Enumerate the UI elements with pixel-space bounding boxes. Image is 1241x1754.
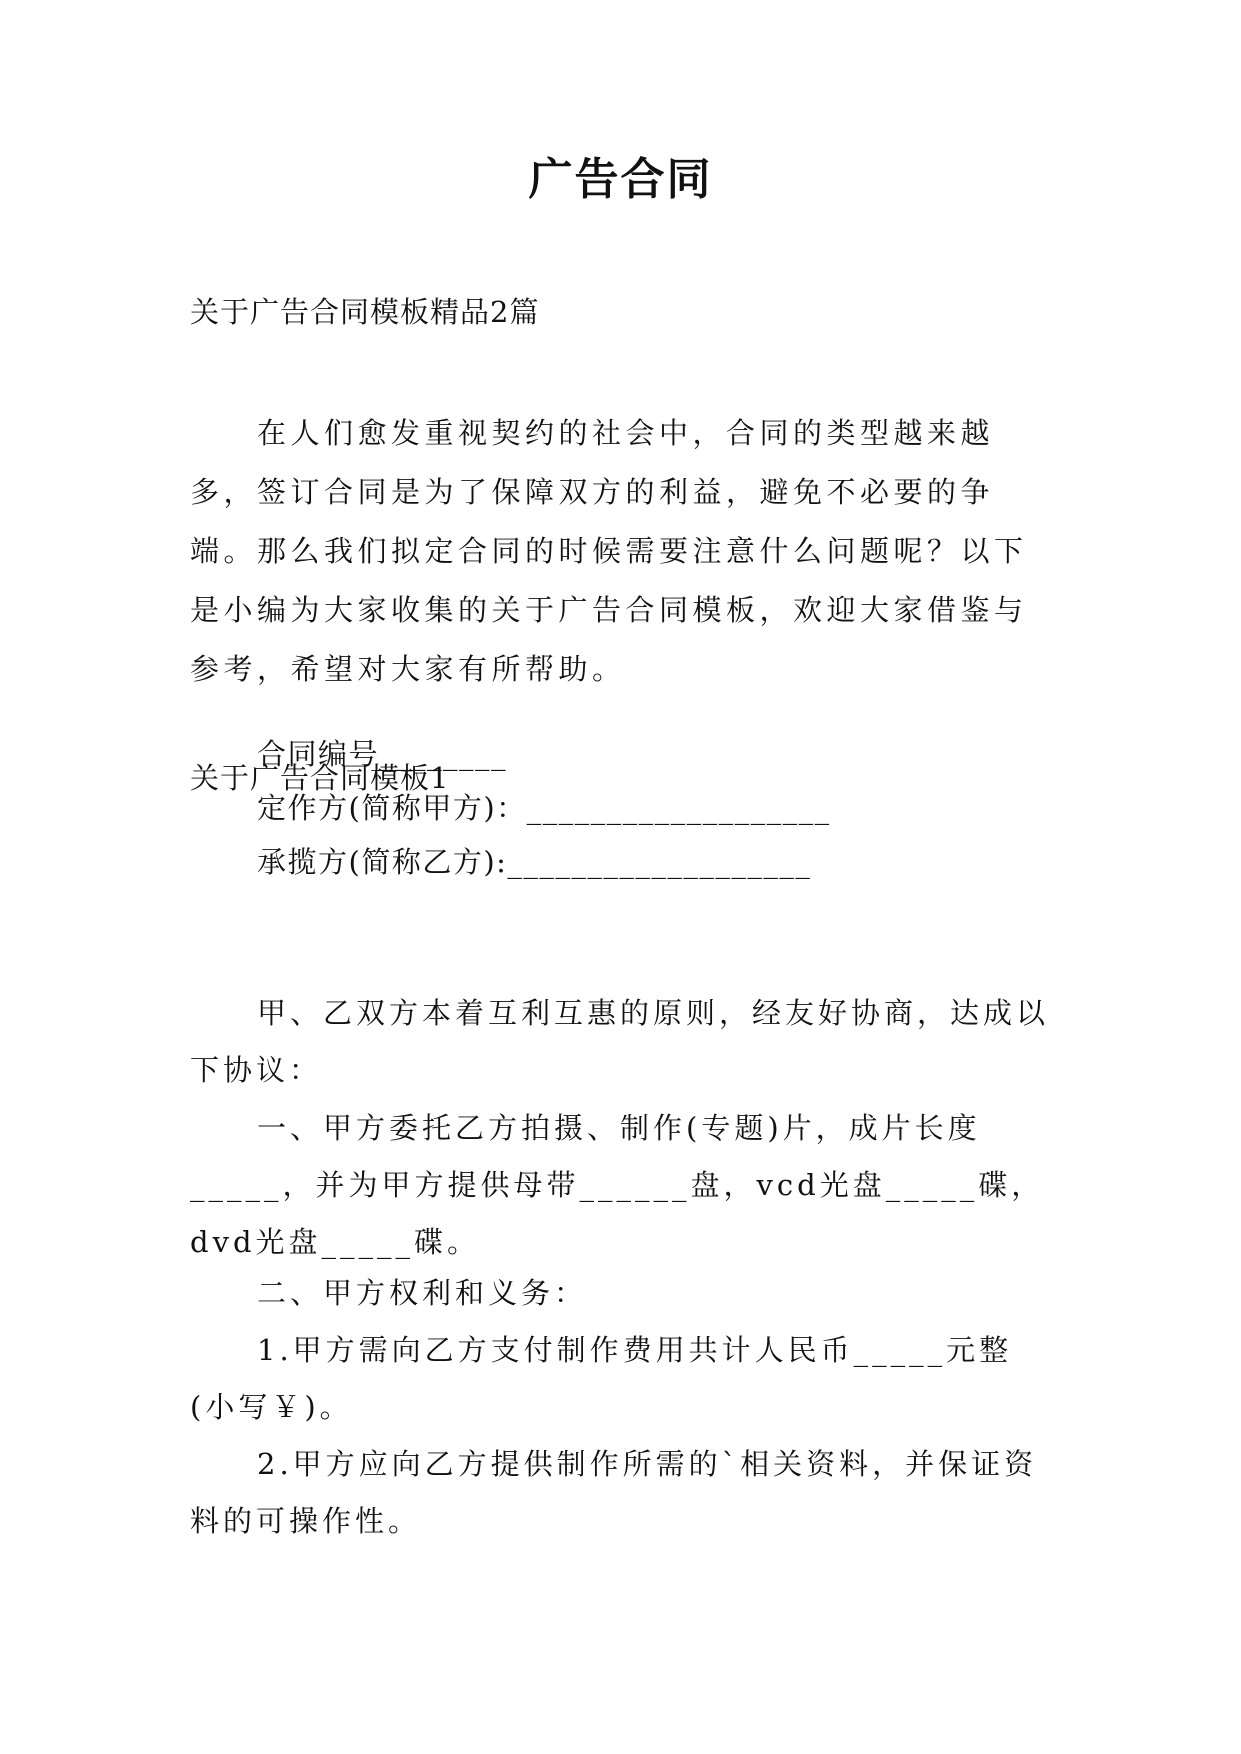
contract-number-field: 合同编号________: [257, 737, 508, 771]
clause-2-heading: 二、甲方权利和义务：: [257, 1276, 588, 1310]
preamble-paragraph: 甲、乙双方本着互利互惠的原则，经友好协商，达成以下协议：: [190, 996, 1050, 1087]
clause-2-2-paragraph: 2.甲方应向乙方提供制作所需的`相关资料，并保证资料的可操作性。: [190, 1447, 1038, 1538]
clause-2-1-paragraph: 1.甲方需向乙方支付制作费用共计人民币_____元整(小写￥)。: [190, 1333, 1013, 1424]
party-a-field: 定作方(简称甲方)：___________________: [257, 791, 831, 825]
intro-paragraph: 在人们愈发重视契约的社会中，合同的类型越来越多，签订合同是为了保障双方的利益，避免不必要的争端。那么我们拟定合同的时候需要注意什么问题呢？以下是小编为大家收集的关于广告合同模板，欢迎大家借鉴与参考，希望对大家有所帮助。: [190, 416, 1028, 686]
section-heading: 关于广告合同模板1: [190, 761, 450, 795]
document-title: 广告合同: [528, 154, 713, 205]
clause-1-paragraph: 一、甲方委托乙方拍摄、制作(专题)片，成片长度_____，并为甲方提供母带______盘，vcd光盘_____碟，dvd光盘_____碟。: [190, 1111, 1045, 1259]
party-b-field: 承揽方(简称乙方):___________________: [257, 845, 812, 879]
document-subtitle: 关于广告合同模板精品2篇: [190, 295, 540, 329]
